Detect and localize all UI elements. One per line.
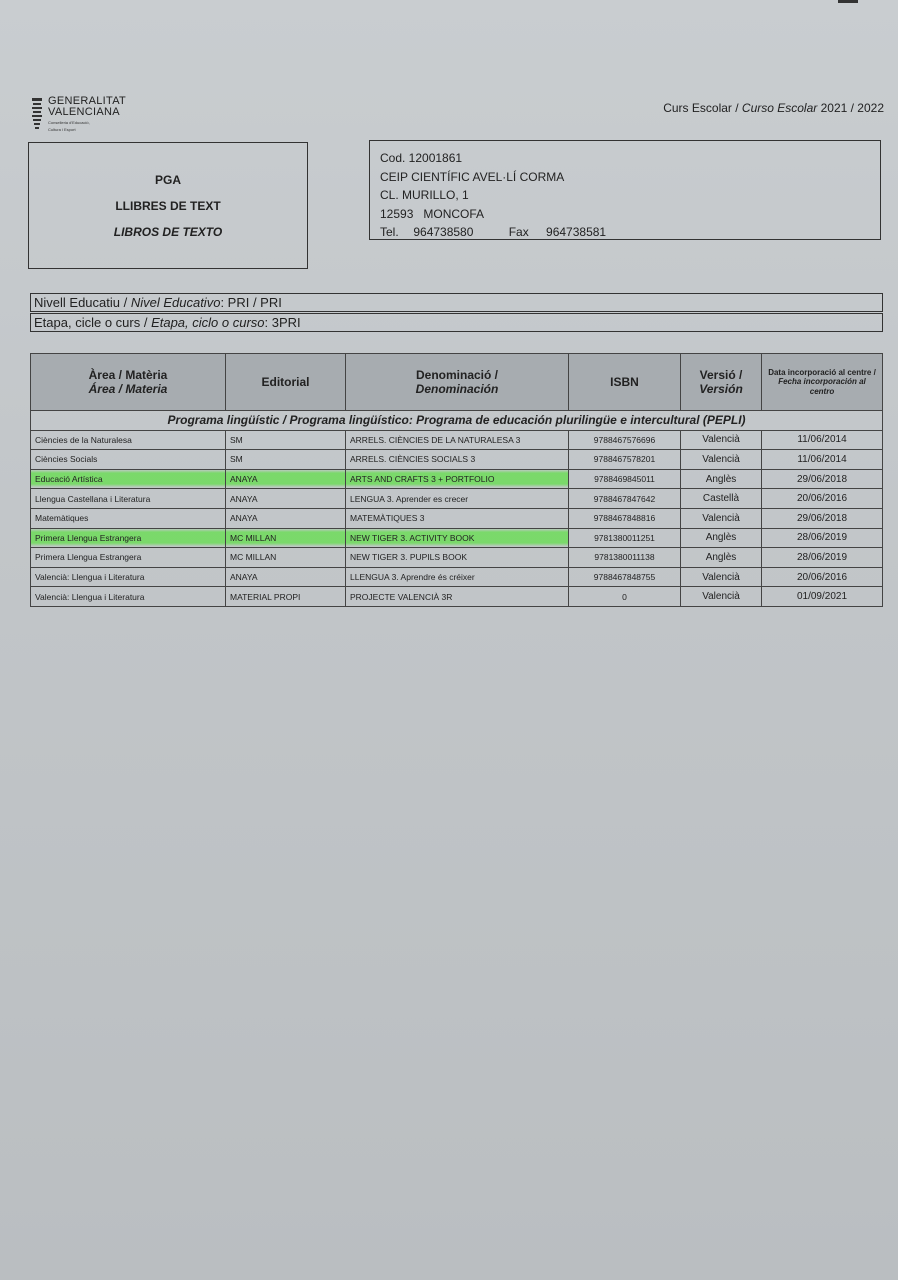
versio-cell: Valencià <box>681 430 762 450</box>
area-cell: Primera Llengua Estrangera <box>31 548 226 568</box>
date-cell: 01/09/2021 <box>762 587 883 607</box>
table-row <box>31 528 883 548</box>
area-cell: Primera Llengua Estrangera <box>31 528 226 548</box>
table-row <box>31 508 883 528</box>
date-cell: 20/06/2016 <box>762 567 883 587</box>
col-area: Àrea / Matèria Área / Materia <box>31 354 226 411</box>
generalitat-logo <box>30 96 126 132</box>
denominacio-cell: ARRELS. CIÈNCIES SOCIALS 3 <box>346 450 569 470</box>
textbooks-table <box>30 353 883 607</box>
versio-cell: Valencià <box>681 567 762 587</box>
school-phones: Tel. 964738580 Fax 964738581 <box>380 223 870 242</box>
denominacio-cell: NEW TIGER 3. PUPILS BOOK <box>346 548 569 568</box>
pga-label: PGA <box>154 172 181 187</box>
area-cell: Llengua Castellana i Literatura <box>31 489 226 509</box>
date-cell: 28/06/2019 <box>762 528 883 548</box>
editorial-cell: MC MILLAN <box>226 548 346 568</box>
fax-number: 964738581 <box>546 225 607 239</box>
editorial-cell: SM <box>226 430 346 450</box>
table-row <box>31 430 883 450</box>
logo-line1: GENERALITAT <box>48 95 127 107</box>
denominacio-cell: ARTS AND CRAFTS 3 + PORTFOLIO <box>346 469 569 489</box>
denominacio-cell: MATEMÀTIQUES 3 <box>346 508 569 528</box>
school-city: 12593 MONCOFA <box>380 206 485 221</box>
table-row <box>31 469 883 489</box>
isbn-cell: 9788467848816 <box>569 508 681 528</box>
nivell-educatiu-bar: Nivell Educatiu / Nivel Educativo: PRI / PRI <box>30 293 883 312</box>
table-row <box>31 489 883 509</box>
scan-edge-mark <box>838 0 858 3</box>
editorial-cell: ANAYA <box>226 469 346 489</box>
col-isbn: ISBN <box>569 354 681 411</box>
table-header-row <box>31 354 883 411</box>
isbn-cell: 0 <box>569 587 681 607</box>
denominacio-cell: ARRELS. CIÈNCIES DE LA NATURALESA 3 <box>346 430 569 450</box>
table-row <box>31 567 883 587</box>
versio-cell: Valencià <box>681 450 762 470</box>
logo-sub2: Cultura i Esport <box>48 127 76 132</box>
isbn-cell: 9788469845011 <box>569 469 681 489</box>
school-info-box <box>369 140 881 240</box>
pga-title-box <box>28 142 308 269</box>
table-row <box>31 450 883 470</box>
col-data: Data incorporació al centre / Fecha incorporación al centro <box>762 354 883 411</box>
logo-sub1: Conselleria d'Educació, <box>48 120 90 125</box>
school-address: CL. MURILLO, 1 <box>380 188 469 202</box>
tel-number: 964738580 <box>413 225 474 239</box>
versio-cell: Castellà <box>681 489 762 509</box>
date-cell: 11/06/2014 <box>762 450 883 470</box>
versio-cell: Valencià <box>681 508 762 528</box>
isbn-cell: 9788467848755 <box>569 567 681 587</box>
section-row <box>31 411 883 431</box>
col-versio: Versió / Versión <box>681 354 762 411</box>
editorial-cell: ANAYA <box>226 567 346 587</box>
area-cell: Ciències de la Naturalesa <box>31 430 226 450</box>
editorial-cell: SM <box>226 450 346 470</box>
editorial-cell: MATERIAL PROPI <box>226 587 346 607</box>
editorial-cell: MC MILLAN <box>226 528 346 548</box>
date-cell: 29/06/2018 <box>762 469 883 489</box>
versio-cell: Anglès <box>681 469 762 489</box>
versio-cell: Valencià <box>681 587 762 607</box>
area-cell: Valencià: Llengua i Literatura <box>31 587 226 607</box>
versio-cell: Anglès <box>681 528 762 548</box>
libros-label: LIBROS DE TEXTO <box>113 224 223 239</box>
etapa-bar: Etapa, cicle o curs / Etapa, ciclo o curso: 3PRI <box>30 313 883 332</box>
isbn-cell: 9788467578201 <box>569 450 681 470</box>
school-name: CEIP CIENTÍFIC AVEL·LÍ CORMA <box>380 169 565 184</box>
denominacio-cell: LENGUA 3. Aprender es crecer <box>346 489 569 509</box>
editorial-cell: ANAYA <box>226 508 346 528</box>
area-cell: Ciències Socials <box>31 450 226 470</box>
isbn-cell: 9788467576696 <box>569 430 681 450</box>
isbn-cell: 9788467847642 <box>569 489 681 509</box>
date-cell: 11/06/2014 <box>762 430 883 450</box>
table-row <box>31 587 883 607</box>
denominacio-cell: PROJECTE VALENCIÀ 3R <box>346 587 569 607</box>
school-code: Cod. 12001861 <box>380 151 463 165</box>
area-cell: Matemàtiques <box>31 508 226 528</box>
denominacio-cell: NEW TIGER 3. ACTIVITY BOOK <box>346 528 569 548</box>
area-cell: Valencià: Llengua i Literatura <box>31 567 226 587</box>
llibres-label: LLIBRES DE TEXT <box>115 198 221 213</box>
editorial-cell: ANAYA <box>226 489 346 509</box>
denominacio-cell: LLENGUA 3. Aprendre és créixer <box>346 567 569 587</box>
date-cell: 28/06/2019 <box>762 548 883 568</box>
col-editorial: Editorial <box>226 354 346 411</box>
date-cell: 20/06/2016 <box>762 489 883 509</box>
area-cell: Educació Artística <box>31 469 226 489</box>
school-year: Curs Escolar / Curso Escolar 2021 / 2022 <box>663 101 884 115</box>
isbn-cell: 9781380011138 <box>569 548 681 568</box>
isbn-cell: 9781380011251 <box>569 528 681 548</box>
table-row <box>31 548 883 568</box>
col-denominacio: Denominació / Denominación <box>346 354 569 411</box>
logo-line2: VALENCIANA <box>48 106 120 118</box>
section-label: Programa lingüístic / Programa lingüístico: Programa de educación plurilingüe e intercultural (PEPLI) <box>31 411 883 431</box>
coat-of-arms-icon <box>30 96 44 130</box>
date-cell: 29/06/2018 <box>762 508 883 528</box>
versio-cell: Anglès <box>681 548 762 568</box>
